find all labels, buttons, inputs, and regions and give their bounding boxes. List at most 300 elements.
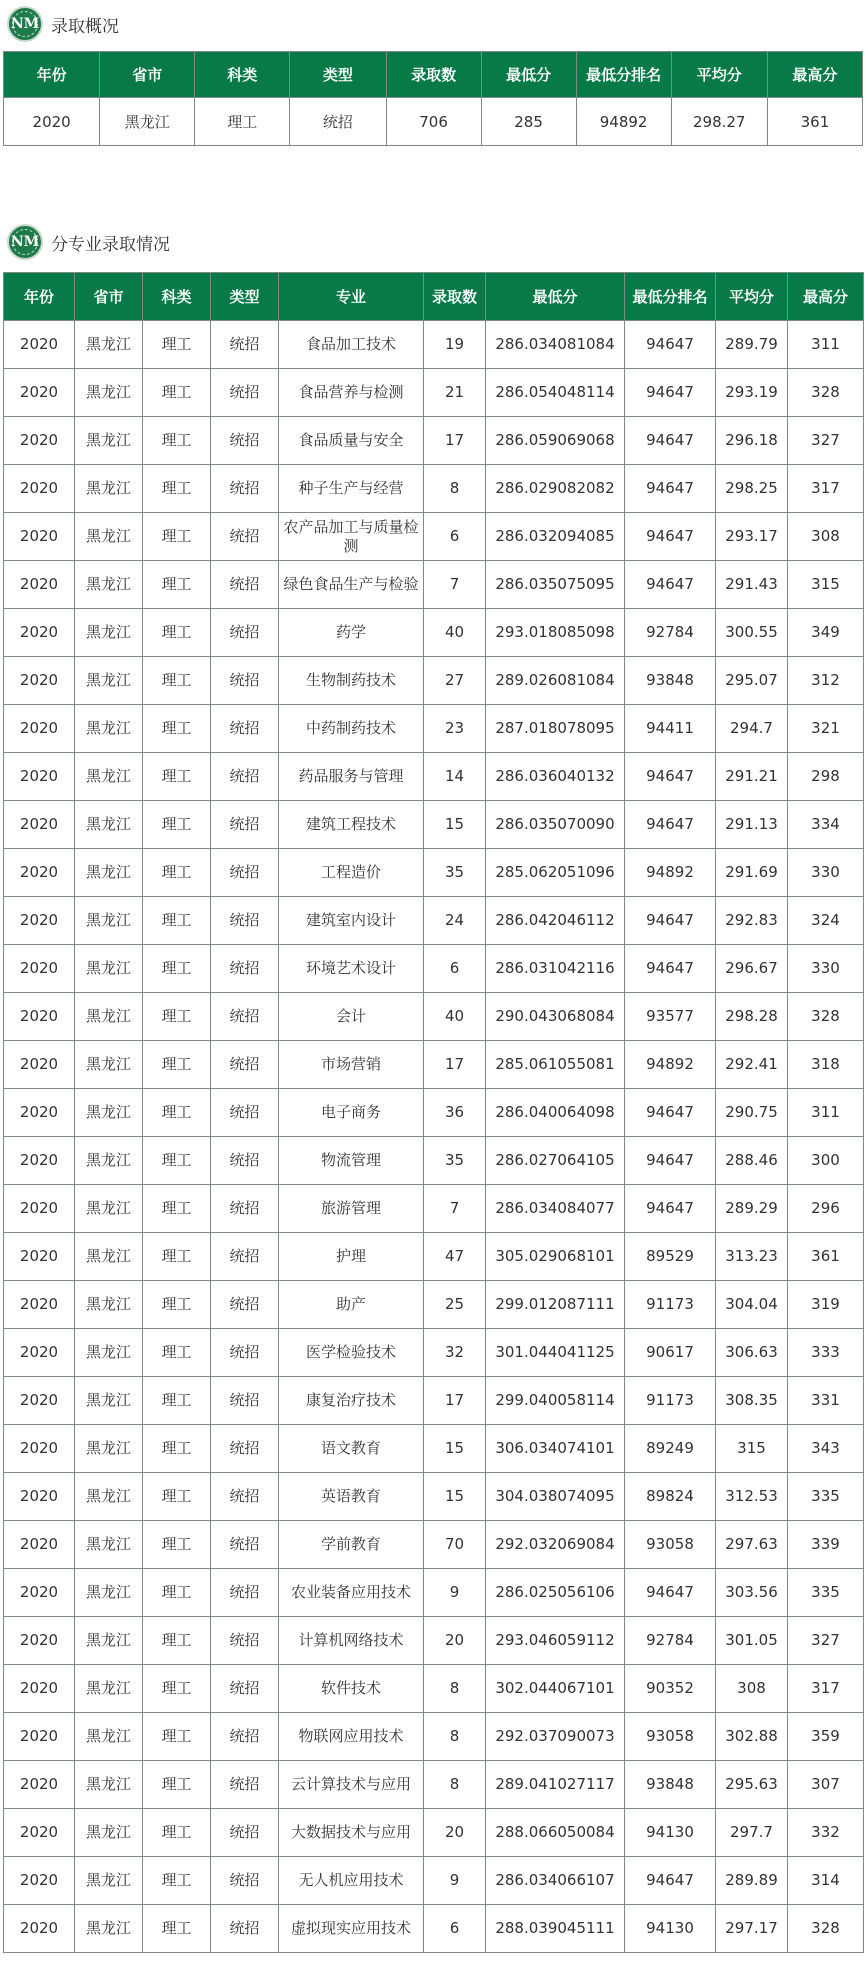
col-header-province: 省市 xyxy=(100,52,195,98)
col-header-type: 类型 xyxy=(211,273,279,321)
cell-subject: 理工 xyxy=(143,1377,211,1425)
cell-type: 统招 xyxy=(211,1137,279,1185)
cell-min-rank: 94647 xyxy=(625,1185,716,1233)
cell-type: 统招 xyxy=(211,1185,279,1233)
cell-major: 护理 xyxy=(279,1233,424,1281)
cell-province: 黑龙江 xyxy=(75,1089,143,1137)
cell-avg-score: 297.17 xyxy=(716,1905,788,1953)
cell-year: 2020 xyxy=(4,1857,75,1905)
admission-by-major-table xyxy=(3,272,864,1953)
cell-min-rank: 92784 xyxy=(625,609,716,657)
table-row xyxy=(4,1233,864,1281)
cell-type: 统招 xyxy=(211,849,279,897)
cell-subject: 理工 xyxy=(143,369,211,417)
cell-subject: 理工 xyxy=(143,321,211,369)
cell-admitted: 706 xyxy=(386,98,481,146)
cell-major: 软件技术 xyxy=(279,1665,424,1713)
table-row xyxy=(4,753,864,801)
summary-header-row xyxy=(4,52,863,98)
cell-year: 2020 xyxy=(4,1377,75,1425)
table-row xyxy=(4,897,864,945)
col-header-avg-score: 平均分 xyxy=(671,52,767,98)
table-row xyxy=(4,1569,864,1617)
cell-max-score: 361 xyxy=(788,1233,864,1281)
cell-province: 黑龙江 xyxy=(75,465,143,513)
cell-min-rank: 94647 xyxy=(625,897,716,945)
cell-avg-score: 289.89 xyxy=(716,1857,788,1905)
cell-admitted: 8 xyxy=(424,1713,486,1761)
cell-major: 会计 xyxy=(279,993,424,1041)
table-row xyxy=(4,1281,864,1329)
cell-subject: 理工 xyxy=(143,1329,211,1377)
cell-major: 环境艺术设计 xyxy=(279,945,424,993)
cell-subject: 理工 xyxy=(143,561,211,609)
cell-province: 黑龙江 xyxy=(75,1425,143,1473)
cell-province: 黑龙江 xyxy=(75,369,143,417)
cell-type: 统招 xyxy=(211,1617,279,1665)
cell-min-score: 293.046059112 xyxy=(486,1617,625,1665)
cell-year: 2020 xyxy=(4,849,75,897)
cell-province: 黑龙江 xyxy=(75,657,143,705)
cell-admitted: 6 xyxy=(424,513,486,561)
cell-avg-score: 298.28 xyxy=(716,993,788,1041)
cell-type: 统招 xyxy=(211,465,279,513)
cell-avg-score: 315 xyxy=(716,1425,788,1473)
cell-min-rank: 94411 xyxy=(625,705,716,753)
cell-admitted: 15 xyxy=(424,1473,486,1521)
cell-admitted: 25 xyxy=(424,1281,486,1329)
cell-subject: 理工 xyxy=(143,465,211,513)
table-row xyxy=(4,1521,864,1569)
col-header-admitted: 录取数 xyxy=(386,52,481,98)
cell-max-score: 332 xyxy=(788,1809,864,1857)
cell-year: 2020 xyxy=(4,801,75,849)
cell-major: 农业装备应用技术 xyxy=(279,1569,424,1617)
summary-section-title: 录取概况 xyxy=(51,16,119,37)
cell-major: 物联网应用技术 xyxy=(279,1713,424,1761)
cell-max-score: 335 xyxy=(788,1473,864,1521)
cell-max-score: 319 xyxy=(788,1281,864,1329)
cell-year: 2020 xyxy=(4,753,75,801)
cell-max-score: 300 xyxy=(788,1137,864,1185)
cell-province: 黑龙江 xyxy=(75,609,143,657)
cell-min-score: 286.042046112 xyxy=(486,897,625,945)
cell-type: 统招 xyxy=(211,561,279,609)
cell-min-score: 288.039045111 xyxy=(486,1905,625,1953)
cell-type: 统招 xyxy=(211,1425,279,1473)
cell-year: 2020 xyxy=(4,705,75,753)
cell-province: 黑龙江 xyxy=(75,897,143,945)
table-row xyxy=(4,465,864,513)
cell-type: 统招 xyxy=(211,321,279,369)
cell-major: 语文教育 xyxy=(279,1425,424,1473)
cell-type: 统招 xyxy=(211,1569,279,1617)
cell-type: 统招 xyxy=(211,1857,279,1905)
cell-subject: 理工 xyxy=(143,897,211,945)
cell-avg-score: 295.63 xyxy=(716,1761,788,1809)
cell-type: 统招 xyxy=(211,1089,279,1137)
cell-subject: 理工 xyxy=(143,417,211,465)
cell-subject: 理工 xyxy=(143,993,211,1041)
cell-min-score: 286.031042116 xyxy=(486,945,625,993)
cell-min-score: 288.066050084 xyxy=(486,1809,625,1857)
cell-min-rank: 94892 xyxy=(625,1041,716,1089)
cell-province: 黑龙江 xyxy=(75,1761,143,1809)
cell-subject: 理工 xyxy=(143,1713,211,1761)
cell-major: 大数据技术与应用 xyxy=(279,1809,424,1857)
cell-min-score: 305.029068101 xyxy=(486,1233,625,1281)
cell-province: 黑龙江 xyxy=(75,705,143,753)
cell-avg-score: 304.04 xyxy=(716,1281,788,1329)
cell-min-rank: 89529 xyxy=(625,1233,716,1281)
cell-avg-score: 293.17 xyxy=(716,513,788,561)
cell-province: 黑龙江 xyxy=(75,1281,143,1329)
cell-province: 黑龙江 xyxy=(75,1569,143,1617)
detail-table-body xyxy=(4,321,864,1953)
cell-admitted: 15 xyxy=(424,801,486,849)
col-header-max-score: 最高分 xyxy=(767,52,862,98)
cell-type: 统招 xyxy=(211,801,279,849)
cell-min-rank: 94647 xyxy=(625,321,716,369)
cell-year: 2020 xyxy=(4,897,75,945)
cell-province: 黑龙江 xyxy=(75,1809,143,1857)
cell-year: 2020 xyxy=(4,1617,75,1665)
cell-max-score: 308 xyxy=(788,513,864,561)
table-row xyxy=(4,1713,864,1761)
cell-year: 2020 xyxy=(4,1089,75,1137)
cell-province: 黑龙江 xyxy=(75,849,143,897)
cell-type: 统招 xyxy=(211,1713,279,1761)
cell-avg-score: 290.75 xyxy=(716,1089,788,1137)
cell-avg-score: 298.27 xyxy=(671,98,767,146)
cell-province: 黑龙江 xyxy=(100,98,195,146)
cell-min-score: 286.034066107 xyxy=(486,1857,625,1905)
cell-max-score: 349 xyxy=(788,609,864,657)
cell-major: 生物制药技术 xyxy=(279,657,424,705)
cell-min-rank: 94647 xyxy=(625,945,716,993)
cell-max-score: 311 xyxy=(788,321,864,369)
cell-admitted: 27 xyxy=(424,657,486,705)
cell-major: 医学检验技术 xyxy=(279,1329,424,1377)
cell-max-score: 327 xyxy=(788,1617,864,1665)
cell-min-score: 286.035070090 xyxy=(486,801,625,849)
table-row xyxy=(4,561,864,609)
table-row xyxy=(4,1905,864,1953)
cell-subject: 理工 xyxy=(143,1521,211,1569)
cell-year: 2020 xyxy=(4,1665,75,1713)
table-row xyxy=(4,1761,864,1809)
school-logo-icon: NM xyxy=(7,224,43,260)
table-row xyxy=(4,609,864,657)
cell-admitted: 32 xyxy=(424,1329,486,1377)
cell-province: 黑龙江 xyxy=(75,1521,143,1569)
cell-min-score: 286.034084077 xyxy=(486,1185,625,1233)
cell-admitted: 19 xyxy=(424,321,486,369)
cell-subject: 理工 xyxy=(143,753,211,801)
cell-min-rank: 94647 xyxy=(625,1569,716,1617)
cell-avg-score: 301.05 xyxy=(716,1617,788,1665)
cell-min-rank: 94647 xyxy=(625,1137,716,1185)
cell-max-score: 327 xyxy=(788,417,864,465)
cell-type: 统招 xyxy=(211,369,279,417)
cell-avg-score: 297.7 xyxy=(716,1809,788,1857)
cell-subject: 理工 xyxy=(143,945,211,993)
cell-year: 2020 xyxy=(4,1521,75,1569)
cell-min-score: 286.034081084 xyxy=(486,321,625,369)
cell-year: 2020 xyxy=(4,1041,75,1089)
cell-major: 市场营销 xyxy=(279,1041,424,1089)
cell-avg-score: 289.79 xyxy=(716,321,788,369)
cell-province: 黑龙江 xyxy=(75,561,143,609)
table-row xyxy=(4,1089,864,1137)
cell-admitted: 17 xyxy=(424,1377,486,1425)
cell-max-score: 331 xyxy=(788,1377,864,1425)
col-header-max-score: 最高分 xyxy=(788,273,864,321)
cell-major: 虚拟现实应用技术 xyxy=(279,1905,424,1953)
cell-subject: 理工 xyxy=(143,1185,211,1233)
cell-admitted: 35 xyxy=(424,1137,486,1185)
cell-admitted: 20 xyxy=(424,1617,486,1665)
cell-max-score: 330 xyxy=(788,945,864,993)
cell-type: 统招 xyxy=(211,1905,279,1953)
cell-type: 统招 xyxy=(211,609,279,657)
table-row xyxy=(4,705,864,753)
detail-section-title: 分专业录取情况 xyxy=(51,234,170,255)
cell-max-score: 335 xyxy=(788,1569,864,1617)
cell-min-rank: 94647 xyxy=(625,465,716,513)
cell-major: 中药制药技术 xyxy=(279,705,424,753)
cell-avg-score: 313.23 xyxy=(716,1233,788,1281)
cell-subject: 理工 xyxy=(143,849,211,897)
cell-avg-score: 296.67 xyxy=(716,945,788,993)
cell-major: 康复治疗技术 xyxy=(279,1377,424,1425)
col-header-admitted: 录取数 xyxy=(424,273,486,321)
cell-avg-score: 303.56 xyxy=(716,1569,788,1617)
cell-subject: 理工 xyxy=(143,1617,211,1665)
cell-type: 统招 xyxy=(211,705,279,753)
cell-province: 黑龙江 xyxy=(75,1905,143,1953)
cell-year: 2020 xyxy=(4,561,75,609)
cell-max-score: 312 xyxy=(788,657,864,705)
cell-min-score: 306.034074101 xyxy=(486,1425,625,1473)
cell-type: 统招 xyxy=(211,657,279,705)
col-header-major: 专业 xyxy=(279,273,424,321)
cell-min-score: 299.040058114 xyxy=(486,1377,625,1425)
detail-header-row xyxy=(4,273,864,321)
cell-max-score: 307 xyxy=(788,1761,864,1809)
cell-province: 黑龙江 xyxy=(75,753,143,801)
cell-subject: 理工 xyxy=(143,1233,211,1281)
cell-max-score: 330 xyxy=(788,849,864,897)
cell-subject: 理工 xyxy=(143,1761,211,1809)
cell-subject: 理工 xyxy=(143,1809,211,1857)
cell-year: 2020 xyxy=(4,1137,75,1185)
cell-admitted: 40 xyxy=(424,993,486,1041)
table-row xyxy=(4,1857,864,1905)
cell-min-rank: 93848 xyxy=(625,657,716,705)
cell-max-score: 315 xyxy=(788,561,864,609)
cell-avg-score: 308 xyxy=(716,1665,788,1713)
cell-major: 工程造价 xyxy=(279,849,424,897)
col-header-avg-score: 平均分 xyxy=(716,273,788,321)
cell-type: 统招 xyxy=(211,1233,279,1281)
cell-max-score: 359 xyxy=(788,1713,864,1761)
cell-province: 黑龙江 xyxy=(75,1377,143,1425)
cell-type: 统招 xyxy=(211,1521,279,1569)
cell-subject: 理工 xyxy=(143,513,211,561)
cell-min-score: 301.044041125 xyxy=(486,1329,625,1377)
cell-subject: 理工 xyxy=(143,1041,211,1089)
cell-avg-score: 300.55 xyxy=(716,609,788,657)
cell-admitted: 9 xyxy=(424,1569,486,1617)
cell-admitted: 8 xyxy=(424,465,486,513)
cell-subject: 理工 xyxy=(143,1281,211,1329)
cell-major: 英语教育 xyxy=(279,1473,424,1521)
cell-type: 统招 xyxy=(211,513,279,561)
cell-min-rank: 94647 xyxy=(625,1089,716,1137)
cell-max-score: 317 xyxy=(788,1665,864,1713)
cell-min-rank: 91173 xyxy=(625,1377,716,1425)
table-row xyxy=(4,1137,864,1185)
table-row xyxy=(4,1617,864,1665)
cell-min-score: 289.041027117 xyxy=(486,1761,625,1809)
cell-avg-score: 297.63 xyxy=(716,1521,788,1569)
cell-year: 2020 xyxy=(4,1329,75,1377)
cell-province: 黑龙江 xyxy=(75,321,143,369)
cell-min-score: 285 xyxy=(481,98,576,146)
cell-max-score: 314 xyxy=(788,1857,864,1905)
cell-admitted: 8 xyxy=(424,1761,486,1809)
cell-min-score: 289.026081084 xyxy=(486,657,625,705)
cell-min-rank: 94647 xyxy=(625,417,716,465)
cell-major: 无人机应用技术 xyxy=(279,1857,424,1905)
cell-max-score: 334 xyxy=(788,801,864,849)
cell-province: 黑龙江 xyxy=(75,1329,143,1377)
cell-admitted: 7 xyxy=(424,1185,486,1233)
cell-avg-score: 298.25 xyxy=(716,465,788,513)
cell-min-rank: 93577 xyxy=(625,993,716,1041)
col-header-min-score: 最低分 xyxy=(486,273,625,321)
table-row xyxy=(4,993,864,1041)
cell-admitted: 23 xyxy=(424,705,486,753)
cell-admitted: 6 xyxy=(424,945,486,993)
cell-type: 统招 xyxy=(211,1329,279,1377)
cell-province: 黑龙江 xyxy=(75,417,143,465)
summary-section-header xyxy=(7,4,119,44)
cell-min-score: 286.040064098 xyxy=(486,1089,625,1137)
cell-year: 2020 xyxy=(4,1761,75,1809)
cell-admitted: 7 xyxy=(424,561,486,609)
table-row xyxy=(4,849,864,897)
table-row xyxy=(4,945,864,993)
cell-min-rank: 94647 xyxy=(625,513,716,561)
col-header-province: 省市 xyxy=(75,273,143,321)
cell-admitted: 40 xyxy=(424,609,486,657)
table-row xyxy=(4,1377,864,1425)
col-header-year: 年份 xyxy=(4,52,100,98)
cell-major: 食品加工技术 xyxy=(279,321,424,369)
cell-year: 2020 xyxy=(4,369,75,417)
cell-year: 2020 xyxy=(4,1713,75,1761)
cell-subject: 理工 xyxy=(143,1473,211,1521)
cell-min-score: 285.061055081 xyxy=(486,1041,625,1089)
cell-admitted: 17 xyxy=(424,417,486,465)
cell-admitted: 15 xyxy=(424,1425,486,1473)
cell-major: 药品服务与管理 xyxy=(279,753,424,801)
cell-type: 统招 xyxy=(211,753,279,801)
cell-subject: 理工 xyxy=(143,705,211,753)
cell-subject: 理工 xyxy=(143,657,211,705)
cell-max-score: 318 xyxy=(788,1041,864,1089)
col-header-min-score: 最低分 xyxy=(481,52,576,98)
cell-province: 黑龙江 xyxy=(75,801,143,849)
table-row xyxy=(4,369,864,417)
cell-province: 黑龙江 xyxy=(75,993,143,1041)
cell-min-rank: 94647 xyxy=(625,561,716,609)
cell-major: 食品营养与检测 xyxy=(279,369,424,417)
cell-admitted: 21 xyxy=(424,369,486,417)
cell-max-score: 328 xyxy=(788,369,864,417)
cell-year: 2020 xyxy=(4,993,75,1041)
cell-type: 统招 xyxy=(211,1473,279,1521)
cell-subject: 理工 xyxy=(143,1569,211,1617)
cell-year: 2020 xyxy=(4,417,75,465)
cell-subject: 理工 xyxy=(143,1905,211,1953)
cell-subject: 理工 xyxy=(143,1137,211,1185)
cell-min-rank: 94130 xyxy=(625,1809,716,1857)
cell-min-rank: 91173 xyxy=(625,1281,716,1329)
cell-min-score: 286.036040132 xyxy=(486,753,625,801)
cell-admitted: 24 xyxy=(424,897,486,945)
cell-major: 建筑工程技术 xyxy=(279,801,424,849)
cell-province: 黑龙江 xyxy=(75,1665,143,1713)
cell-min-rank: 94130 xyxy=(625,1905,716,1953)
cell-min-score: 287.018078095 xyxy=(486,705,625,753)
table-row xyxy=(4,1329,864,1377)
cell-subject: 理工 xyxy=(143,1089,211,1137)
cell-avg-score: 293.19 xyxy=(716,369,788,417)
cell-avg-score: 291.13 xyxy=(716,801,788,849)
cell-avg-score: 289.29 xyxy=(716,1185,788,1233)
cell-year: 2020 xyxy=(4,1281,75,1329)
cell-min-score: 286.029082082 xyxy=(486,465,625,513)
table-row xyxy=(4,1473,864,1521)
cell-min-rank: 93058 xyxy=(625,1521,716,1569)
cell-year: 2020 xyxy=(4,657,75,705)
cell-year: 2020 xyxy=(4,1569,75,1617)
table-row xyxy=(4,513,864,561)
cell-type: 统招 xyxy=(211,417,279,465)
cell-max-score: 333 xyxy=(788,1329,864,1377)
cell-avg-score: 306.63 xyxy=(716,1329,788,1377)
cell-max-score: 317 xyxy=(788,465,864,513)
cell-admitted: 17 xyxy=(424,1041,486,1089)
cell-min-rank: 92784 xyxy=(625,1617,716,1665)
cell-avg-score: 312.53 xyxy=(716,1473,788,1521)
cell-min-rank: 94892 xyxy=(576,98,671,146)
table-row xyxy=(4,417,864,465)
cell-max-score: 321 xyxy=(788,705,864,753)
cell-min-score: 292.037090073 xyxy=(486,1713,625,1761)
cell-min-score: 292.032069084 xyxy=(486,1521,625,1569)
cell-year: 2020 xyxy=(4,98,100,146)
cell-admitted: 36 xyxy=(424,1089,486,1137)
cell-min-score: 286.025056106 xyxy=(486,1569,625,1617)
cell-avg-score: 288.46 xyxy=(716,1137,788,1185)
cell-type: 统招 xyxy=(211,993,279,1041)
cell-min-score: 286.059069068 xyxy=(486,417,625,465)
cell-type: 统招 xyxy=(211,1041,279,1089)
